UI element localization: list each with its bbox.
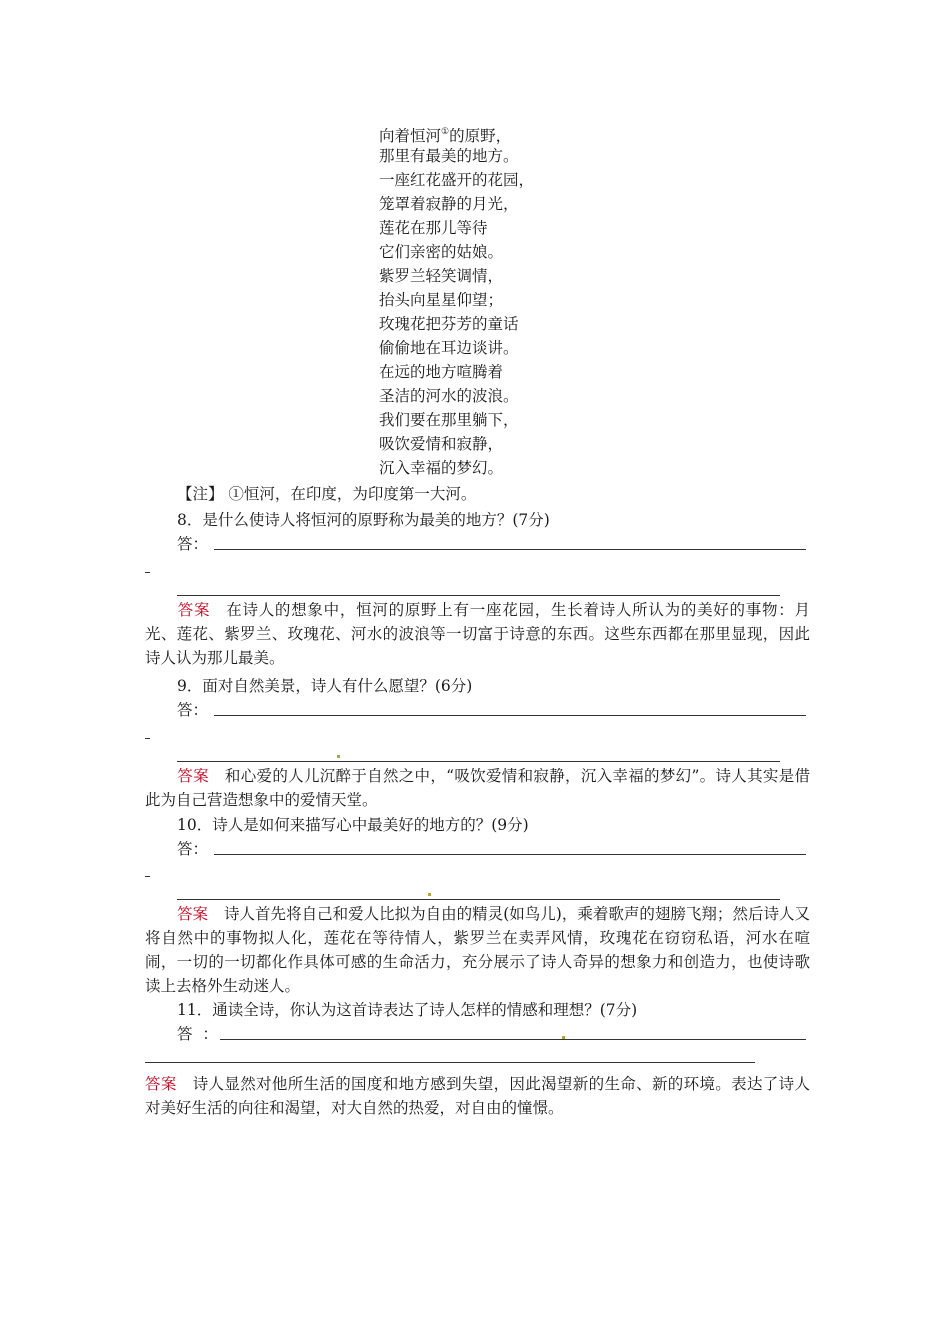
poem-line: 一座红花盛开的花园，: [379, 171, 535, 189]
poem-line: 笼罩着寂静的月光，: [379, 195, 519, 213]
answer-10: 答案 诗人首先将自己和爱人比拟为自由的精灵(如鸟儿)，乘着歌声的翅膀飞翔；然后诗人又将自然中的事物拟人化，莲花在等待情人，紫罗兰在卖弄风情，玫瑰花在窃窃私语，河水在喧闹，一切的一切都化作具体可感的生命活力，充分展示了诗人奇异的想象力和创造力，也使诗歌读上去格外生动迷人。: [145, 905, 810, 995]
answer-label: 答案: [177, 905, 209, 923]
poem-line: 吸饮爱情和寂静，: [379, 435, 504, 453]
answer-9: 答案 和心爱的人儿沉醉于自然之中，“吸饮爱情和寂静，沉入幸福的梦幻”。诗人其实是借此为自己营造想象中的爱情天堂。: [145, 767, 810, 809]
poem-line: 偷偷地在耳边谈讲。: [379, 339, 519, 357]
line-dash: [145, 572, 150, 573]
answer-label: 答案: [145, 1075, 177, 1093]
answer-line[interactable]: [220, 1039, 806, 1040]
poem-line: 圣洁的河水的波浪。: [379, 387, 519, 405]
poem-line: 我们要在那里躺下，: [379, 411, 519, 429]
line-dash: [145, 876, 150, 877]
speck: [562, 1036, 565, 1039]
footnote-marker: ①: [441, 127, 450, 137]
poem-line: 沉入幸福的梦幻。: [379, 459, 504, 477]
answer-line[interactable]: [177, 899, 780, 900]
answer-line[interactable]: [177, 761, 780, 762]
answer-label: 答案: [177, 601, 211, 619]
answer-prompt: 答：: [177, 840, 209, 858]
poem-line: 抬头向星星仰望；: [379, 291, 504, 309]
answer-line[interactable]: [177, 595, 780, 596]
poem-line: 那里有最美的地方。: [379, 147, 519, 165]
line-dash: [145, 738, 150, 739]
speck: [337, 755, 340, 758]
speck: [428, 893, 431, 896]
answer-8: 答案 在诗人的想象中，恒河的原野上有一座花园，生长着诗人所认为的美好的事物：月光、莲花、紫罗兰、玫瑰花、河水的波浪等一切富于诗意的东西。这些东西都在那里显现，因此诗人认为那儿最美。: [145, 601, 810, 667]
question-9: 9．面对自然美景，诗人有什么愿望？(6分): [177, 677, 473, 695]
question-11: 11．通读全诗，你认为这首诗表达了诗人怎样的情感和理想？(7分): [177, 1001, 638, 1019]
answer-line[interactable]: [214, 549, 806, 550]
poem-line: 紫罗兰轻笑调情，: [379, 267, 504, 285]
answer-11: 答案 诗人显然对他所生活的国度和地方感到失望，因此渴望新的生命、新的环境。表达了诗人对美好生活的向往和渴望，对大自然的热爱，对自由的憧憬。: [145, 1075, 810, 1117]
poem-line: 莲花在那儿等待: [379, 219, 488, 237]
answer-line[interactable]: [214, 854, 806, 855]
poem-line: 在远的地方喧腾着: [379, 363, 504, 381]
answer-prompt: 答 ：: [177, 1025, 218, 1043]
answer-prompt: 答：: [177, 701, 209, 719]
answer-line[interactable]: [145, 1062, 755, 1063]
answer-label: 答案: [177, 767, 209, 785]
poem-line: 向着恒河①的原野，: [379, 127, 512, 145]
footnote: 【注】 ①恒河，在印度，为印度第一大河。: [177, 485, 477, 503]
answer-line[interactable]: [214, 715, 806, 716]
poem-line: 玫瑰花把芬芳的童话: [379, 315, 519, 333]
poem-line: 它们亲密的姑娘。: [379, 243, 504, 261]
answer-prompt: 答：: [177, 535, 209, 553]
poem: [379, 120, 534, 480]
question-10: 10．诗人是如何来描写心中最美好的地方的？(9分): [177, 816, 529, 834]
question-8: 8．是什么使诗人将恒河的原野称为最美的地方？(7分): [177, 511, 550, 529]
